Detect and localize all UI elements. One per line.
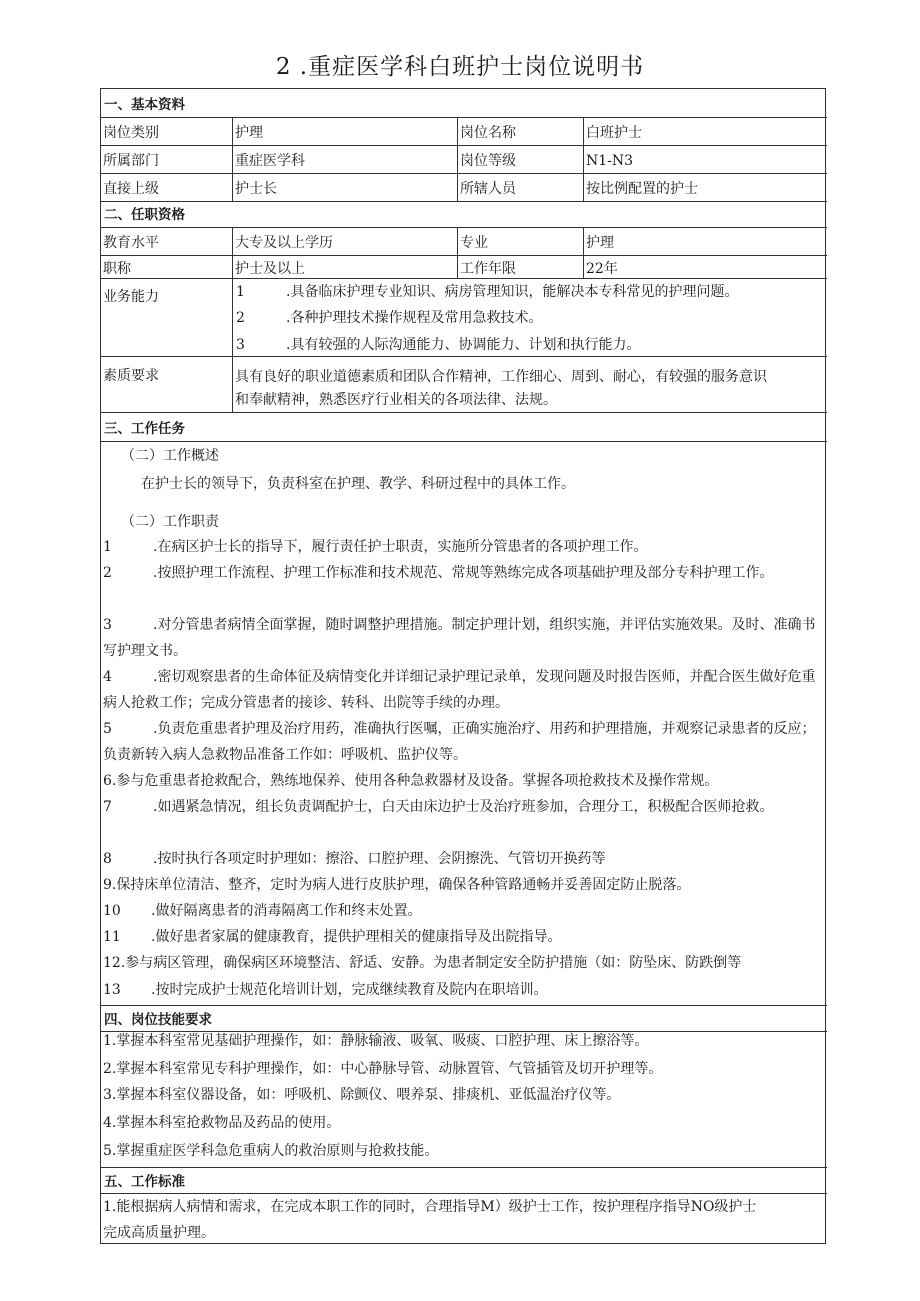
title-rank-value: 护士及以上 [235,261,305,277]
section-standards-heading: 五、工作标准 [104,1174,185,1190]
ability-item: 1 .具备临床护理专业知识、病房管理知识，能解决本专科常见的护理问题。 [236,284,739,300]
duty-item: 4 .密切观察患者的生命体征及病情变化并详细记录护理记录单，发现问题及时报告医师，并配合医生做好危重病人抢救工作；完成分管患者的接诊、转科、出院等手续的办理。 [103,669,816,711]
post-category-value: 护理 [235,125,263,141]
quality-label: 素质要求 [103,368,159,384]
overview-title: （二）工作概述 [121,448,219,464]
education-value: 大专及以上学历 [235,235,333,251]
section-tasks-heading: 三、工作任务 [104,421,185,437]
department-label: 所属部门 [103,153,159,169]
post-category-label: 岗位类别 [103,125,159,141]
duty-title: （二）工作职责 [121,514,219,530]
post-level-label: 岗位等级 [460,153,516,169]
overview-text: 在护士长的领导下，负责科室在护理、教学、科研过程中的具体工作。 [141,476,575,492]
post-name-label: 岗位名称 [460,125,516,141]
subordinates-value: 按比例配置的护士 [586,181,698,197]
duty-item: 10 .做好隔离患者的消毒隔离工作和终末处置。 [103,903,422,919]
post-name-value: 白班护士 [586,125,642,141]
department-value: 重症医学科 [235,153,305,169]
section-basic-info-heading: 一、基本资料 [104,97,185,113]
duty-item: 6.参与危重患者抢救配合，熟练地保养、使用各种急救器材及设备。掌握各项抢救技术及操作常规。 [103,773,719,789]
ability-label: 业务能力 [103,289,159,305]
skill-item: 3.掌握本科室仪器设备，如：呼吸机、除颤仪、喂养泵、排痰机、亚低温治疗仪等。 [103,1087,621,1103]
duty-item: 3 .对分管患者病情全面掌握，随时调整护理措施。制定护理计划，组织实施，并评估实施效果。及时、准确书写护理文书。 [103,617,816,659]
work-years-label: 工作年限 [460,261,516,277]
supervisor-value: 护士长 [235,181,277,197]
duty-item: 12.参与病区管理，确保病区环境整洁、舒适、安静。为患者制定安全防护措施（如：防坠床、防跌倒等 [103,955,742,971]
ability-item: 3 .具有较强的人际沟通能力、协调能力、计划和执行能力。 [236,337,641,353]
quality-line: 具有良好的职业道德素质和团队合作精神，工作细心、周到、耐心，有较强的服务意识 [235,369,767,385]
major-value: 护理 [586,235,614,251]
skill-item: 2.掌握本科室常见专科护理操作，如：中心静脉导管、动脉置管、气管插管及切开护理等。 [103,1061,663,1077]
duty-item: 2 .按照护理工作流程、护理工作标准和技术规范、常规等熟练完成各项基础护理及部分专科护理工作。 [103,565,774,581]
post-level-value: N1-N3 [586,153,634,169]
standard-item-line: 1.能根据病人病情和需求，在完成本职工作的同时，合理指导M）级护士工作，按护理程序指导NO级护士 [103,1199,757,1215]
major-label: 专业 [460,235,488,251]
supervisor-label: 直接上级 [103,181,159,197]
standard-item-line: 完成高质量护理。 [103,1225,215,1241]
job-description-table [100,88,826,1244]
education-label: 教育水平 [103,235,159,251]
duty-list [101,534,823,1005]
duty-item: 9.保持床单位清洁、整齐，定时为病人进行皮肤护理，确保各种管路通畅并妥善固定防止脱落。 [103,877,691,893]
work-years-value: 22年 [586,261,618,277]
duty-item: 7 .如遇紧急情况，组长负责调配护士，白天由床边护士及治疗班参加，合理分工，积极配合医师抢救。 [103,799,774,815]
duty-item: 11 .做好患者家属的健康教育，提供护理相关的健康指导及出院指导。 [103,929,562,945]
skill-item: 1.掌握本科室常见基础护理操作，如：静脉输液、吸氧、吸痰、口腔护理、床上擦浴等。 [103,1033,649,1049]
section-skills-heading: 四、岗位技能要求 [104,1012,212,1028]
duty-item: 1 .在病区护士长的指导下，履行责任护士职责，实施所分管患者的各项护理工作。 [103,539,648,555]
document-title: 2 .重症医学科白班护士岗位说明书 [275,54,645,80]
ability-item: 2 .各种护理技术操作规程及常用急救技术。 [236,310,543,326]
duty-item: 8 .按时执行各项定时护理如：擦浴、口腔护理、会阴擦洗、气管切开换药等 [103,851,606,867]
duty-item: 5 .负责危重患者护理及治疗用药，准确执行医嘱，正确实施治疗、用药和护理措施，并观察记录患者的反应；负责新转入病人急救物品准备工作如：呼吸机、监护仪等。 [103,721,816,763]
title-rank-label: 职称 [103,261,131,277]
subordinates-label: 所辖人员 [460,181,516,197]
skill-item: 5.掌握重症医学科急危重病人的救治原则与抢救技能。 [103,1143,439,1159]
quality-line: 和奉献精神，熟悉医疗行业相关的各项法律、法规。 [235,392,557,408]
skill-item: 4.掌握本科室抢救物品及药品的使用。 [103,1115,341,1131]
duty-item: 13 .按时完成护士规范化培训计划，完成继续教育及院内在职培训。 [103,982,548,998]
section-qualifications-heading: 二、任职资格 [104,207,185,223]
